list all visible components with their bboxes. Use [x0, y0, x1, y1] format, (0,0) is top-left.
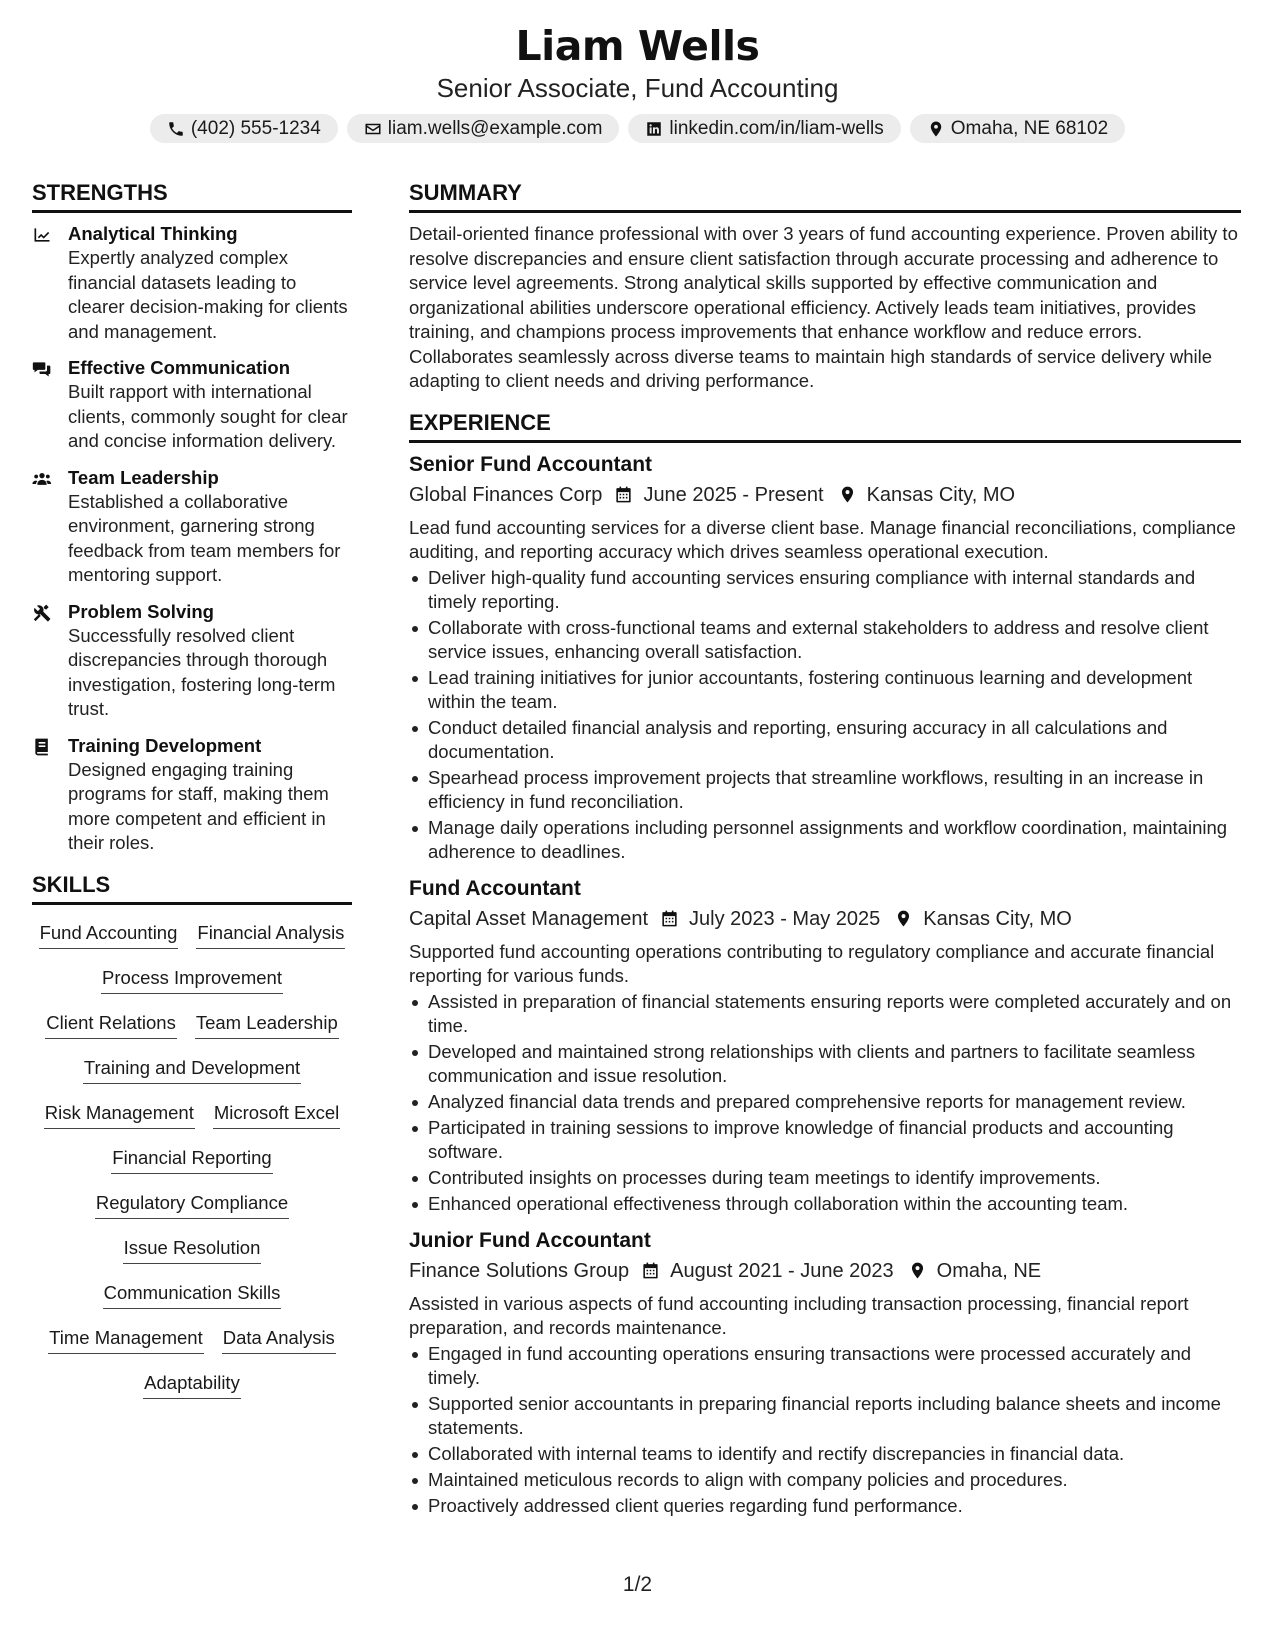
comments-icon [32, 359, 52, 379]
job-bullets [409, 1342, 1241, 1518]
bullet-item: Manage daily operations including personnel assignments and workflow coordination, maintaining adherence to deadlines. [409, 816, 1241, 864]
calendar-icon [614, 485, 633, 504]
left-column [32, 179, 352, 1414]
strength-title: Problem Solving [68, 600, 214, 622]
bullet-item: Maintained meticulous records to align with company policies and procedures. [409, 1468, 1241, 1492]
phone-icon [167, 120, 185, 138]
job-company: Finance Solutions Group [409, 1259, 630, 1282]
map-pin-icon [927, 120, 945, 138]
strength-description: Built rapport with international clients, commonly sought for clear and concise information delivery. [68, 381, 348, 451]
envelope-icon [364, 120, 382, 138]
strength-title: Team Leadership [68, 466, 219, 488]
summary-heading: SUMMARY [409, 179, 1241, 213]
strength-description: Successfully resolved client discrepancies through thorough investigation, fostering long-term trust. [68, 624, 336, 719]
book-icon [32, 737, 52, 757]
resume-header [0, 20, 1275, 143]
chart-line-icon [32, 225, 52, 245]
summary-text: Detail-oriented finance professional with over 3 years of fund accounting experience. Proven ability to resolve discrepancies and ensure client satisfaction through accurate processing and adherence to service level agreements. Strong analytical skills supported by effective communication and organizational abilities underscore operational efficiency. Actively leads team initiatives, provides training, and champions process improvements that enhance workflow and reduce errors. Collaborates seamlessly across diverse teams to maintain high standards of service delivery while adapting to client needs and driving performance. [409, 223, 1238, 391]
skill-tag: Financial Analysis [196, 919, 345, 949]
skill-tag: Issue Resolution [123, 1234, 262, 1264]
contact-linkedin-text: linkedin.com/in/liam-wells [669, 117, 884, 139]
bullet-item: Proactively addressed client queries regarding fund performance. [409, 1494, 1241, 1518]
skill-tag: Process Improvement [101, 964, 283, 994]
job-dates: July 2023 - May 2025 [689, 907, 881, 930]
strength-description: Expertly analyzed complex financial datasets leading to clearer decision-making for clients and management. [68, 247, 348, 342]
strength-title: Training Development [68, 734, 262, 756]
bullet-item: Enhanced operational effectiveness through collaboration within the accounting team. [409, 1192, 1241, 1216]
job-title: Junior Fund Accountant [409, 1228, 651, 1252]
skill-tag: Data Analysis [222, 1324, 336, 1354]
bullet-item: Lead training initiatives for junior accountants, fostering continuous learning and development within the team. [409, 666, 1241, 714]
contact-linkedin[interactable] [628, 114, 900, 143]
job-description: Assisted in various aspects of fund accounting including transaction processing, financial report preparation, and records maintenance. [409, 1292, 1189, 1338]
right-column [409, 179, 1241, 1530]
skill-tag: Financial Reporting [111, 1144, 272, 1174]
map-pin-icon [838, 485, 857, 504]
candidate-name: Liam Wells [515, 22, 760, 70]
job-description: Lead fund accounting services for a diverse client base. Manage financial reconciliations, compliance auditing, and reporting accuracy which drives seamless operational execution. [409, 516, 1236, 562]
skill-tag: Fund Accounting [39, 919, 179, 949]
bullet-item: Engaged in fund accounting operations ensuring transactions were processed accurately and timely. [409, 1342, 1241, 1390]
job-entry [409, 876, 1241, 1216]
strength-title: Effective Communication [68, 357, 291, 378]
bullet-item: Developed and maintained strong relationships with clients and partners to facilitate seamless communication and issue resolution. [409, 1040, 1241, 1088]
strength-item [32, 600, 352, 722]
contact-location-text: Omaha, NE 68102 [950, 117, 1109, 139]
page-number: 1/2 [622, 1573, 653, 1596]
job-title: Fund Accountant [409, 876, 581, 900]
bullet-item: Collaborated with internal teams to identify and rectify discrepancies in financial data. [409, 1442, 1241, 1466]
skill-tag: Communication Skills [103, 1279, 282, 1309]
job-location: Omaha, NE [936, 1259, 1042, 1282]
job-company: Capital Asset Management [409, 907, 649, 930]
job-title: Senior Fund Accountant [409, 452, 653, 476]
strength-description: Established a collaborative environment, garnering strong feedback from team members for mentoring support. [68, 490, 341, 585]
job-bullets [409, 566, 1241, 864]
bullet-item: Collaborate with cross-functional teams and external stakeholders to address and resolve client service issues, enhancing overall satisfaction. [409, 616, 1241, 664]
job-location: Kansas City, MO [866, 483, 1016, 506]
job-meta [409, 905, 1241, 933]
map-pin-icon [894, 909, 913, 928]
contact-location [910, 114, 1125, 143]
strength-item [32, 466, 352, 588]
skill-tag: Training and Development [83, 1054, 301, 1084]
job-location: Kansas City, MO [923, 907, 1072, 930]
contact-bar [0, 114, 1275, 143]
bullet-item: Contributed insights on processes during team meetings to identify improvements. [409, 1166, 1241, 1190]
experience-heading: EXPERIENCE [409, 409, 1241, 443]
bullet-item: Analyzed financial data trends and prepared comprehensive reports for management review. [409, 1090, 1241, 1114]
skill-tag: Adaptability [143, 1369, 241, 1399]
calendar-icon [660, 909, 679, 928]
job-dates: August 2021 - June 2023 [670, 1259, 894, 1282]
map-pin-icon [908, 1261, 927, 1280]
skills-list [32, 919, 352, 1414]
contact-email[interactable] [347, 114, 620, 143]
contact-phone-text: (402) 555-1234 [190, 117, 321, 139]
skill-tag: Time Management [48, 1324, 204, 1354]
skill-tag: Client Relations [45, 1009, 177, 1039]
strength-item [32, 222, 352, 344]
contact-email-text: liam.wells@example.com [387, 117, 603, 139]
job-entry [409, 1228, 1241, 1518]
strength-item [32, 356, 352, 454]
job-meta [409, 481, 1241, 509]
bullet-item: Participated in training sessions to improve knowledge of financial products and accounting software. [409, 1116, 1241, 1164]
job-description: Supported fund accounting operations contributing to regulatory compliance and accurate financial reporting for various funds. [409, 940, 1215, 986]
strength-item [32, 734, 352, 856]
job-bullets [409, 990, 1241, 1216]
job-meta [409, 1257, 1241, 1285]
calendar-icon [641, 1261, 660, 1280]
bullet-item: Supported senior accountants in preparing financial reports including balance sheets and income statements. [409, 1392, 1241, 1440]
tools-icon [32, 603, 52, 623]
candidate-role: Senior Associate, Fund Accounting [436, 73, 839, 103]
job-entry [409, 452, 1241, 864]
linkedin-icon [645, 120, 663, 138]
skills-heading: SKILLS [32, 871, 352, 905]
skill-tag: Regulatory Compliance [95, 1189, 289, 1219]
strengths-heading: STRENGTHS [32, 179, 352, 213]
users-icon [32, 469, 52, 489]
job-dates: June 2025 - Present [643, 483, 824, 506]
bullet-item: Deliver high-quality fund accounting services ensuring compliance with internal standards and timely reporting. [409, 566, 1241, 614]
skill-tag: Microsoft Excel [213, 1099, 340, 1129]
contact-phone[interactable] [150, 114, 338, 143]
bullet-item: Spearhead process improvement projects that streamline workflows, resulting in an increase in efficiency in fund reconciliation. [409, 766, 1241, 814]
bullet-item: Conduct detailed financial analysis and reporting, ensuring accuracy in all calculations and documentation. [409, 716, 1241, 764]
skill-tag: Risk Management [44, 1099, 195, 1129]
strength-title: Analytical Thinking [68, 223, 238, 244]
job-company: Global Finances Corp [409, 483, 603, 506]
skill-tag: Team Leadership [195, 1009, 339, 1039]
bullet-item: Assisted in preparation of financial statements ensuring reports were completed accurately and on time. [409, 990, 1241, 1038]
strength-description: Designed engaging training programs for staff, making them more competent and efficient in their roles. [68, 758, 329, 853]
